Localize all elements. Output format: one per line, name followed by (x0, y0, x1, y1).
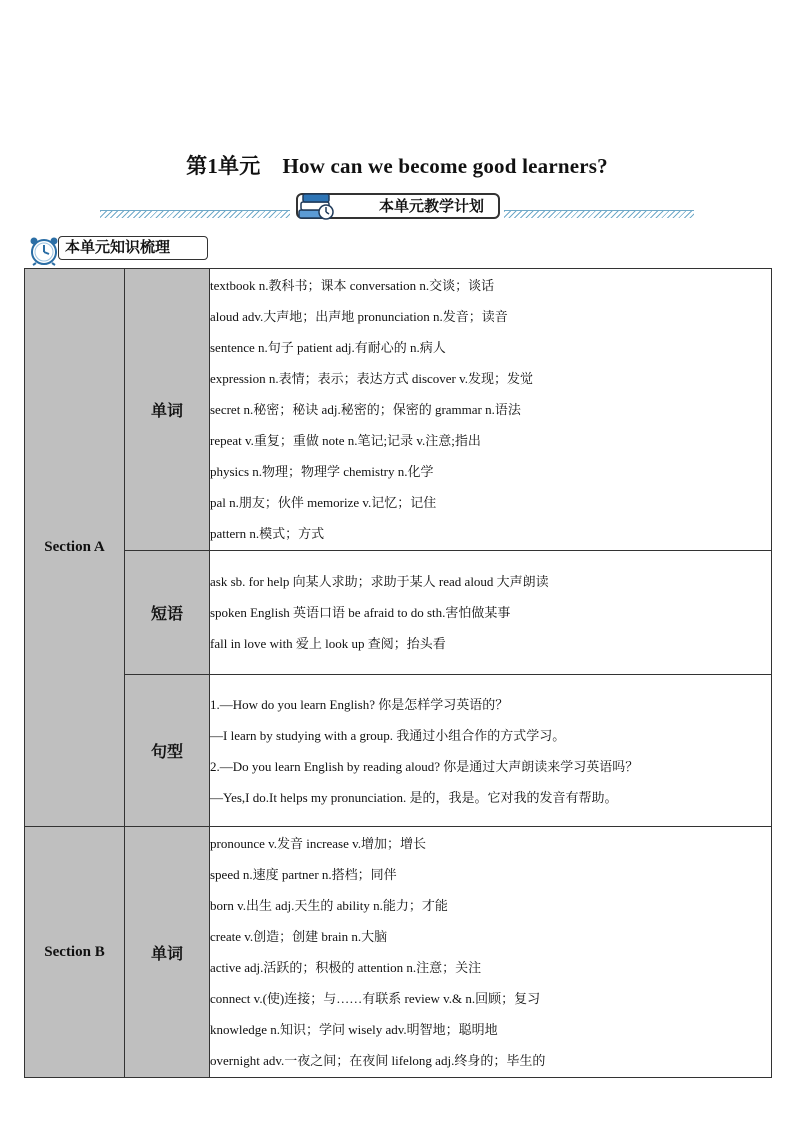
category-phrases-a: 短语 (125, 551, 210, 675)
words-list-a (210, 269, 772, 551)
list-item: spoken English 英语口语 be afraid to do sth.害怕做某事 (210, 605, 511, 620)
category-words-a: 单词 (125, 269, 210, 551)
sentences-list-a (210, 675, 772, 827)
list-item: physics n.物理；物理学 chemistry n.化学 (210, 464, 434, 479)
table-row (25, 675, 772, 827)
list-item: pronounce v.发音 increase v.增加；增长 (210, 836, 427, 851)
list-item: create v.创造；创建 brain n.大脑 (210, 929, 388, 944)
section-a-cell: Section A (25, 269, 125, 827)
list-item: 1.—How do you learn English? 你是怎样学习英语的？ (210, 696, 509, 712)
unit-english-title: How can we become good learners? (282, 154, 608, 178)
phrases-list-a (210, 551, 772, 675)
list-item: born v.出生 adj.天生的 ability n.能力；才能 (210, 898, 448, 913)
list-item: fall in love with 爱上 look up 查阅；抬头看 (210, 636, 446, 651)
list-item: —Yes,I do.It helps my pronunciation. 是的，我是。它对我的发音有帮助。 (210, 789, 618, 805)
list-item: ask sb. for help 向某人求助；求助于某人 read aloud 大声朗读 (210, 574, 549, 589)
banner-divider-right (504, 210, 694, 218)
list-item: expression n.表情；表示；表达方式 discover v.发现；发觉 (210, 371, 534, 386)
list-item: repeat v.重复；重做 note n.笔记;记录 v.注意;指出 (210, 433, 481, 448)
list-item: connect v.(使)连接；与……有联系 review v.& n.回顾；复习 (210, 991, 541, 1006)
list-item: sentence n.句子 patient adj.有耐心的 n.病人 (210, 340, 446, 355)
list-item: —I learn by studying with a group. 我通过小组合作的方式学习。 (210, 727, 566, 743)
list-item: 2.—Do you learn English by reading aloud? 你是通过大声朗读来学习英语吗？ (210, 758, 639, 774)
knowledge-table (24, 268, 772, 1078)
list-item: speed n.速度 partner n.搭档；同伴 (210, 867, 397, 882)
table-row (25, 269, 772, 551)
knowledge-summary-tag (28, 234, 210, 264)
table-row (25, 827, 772, 1078)
table-row (25, 551, 772, 675)
list-item: aloud adv.大声地；出声地 pronunciation n.发音；读音 (210, 309, 508, 324)
list-item: overnight adv.一夜之间；在夜间 lifelong adj.终身的；毕生的 (210, 1053, 546, 1068)
books-icon (296, 190, 336, 222)
unit-number: 第1单元 (186, 154, 261, 178)
section-b-cell: Section B (25, 827, 125, 1078)
page-title (0, 150, 794, 180)
teaching-plan-banner (100, 192, 694, 224)
list-item: textbook n.教科书；课本 conversation n.交谈；谈话 (210, 278, 495, 293)
teaching-plan-label (296, 193, 500, 219)
knowledge-summary-label: 本单元知识梳理 (58, 236, 208, 260)
list-item: pal n.朋友；伙伴 memorize v.记忆；记住 (210, 495, 437, 510)
teaching-plan-text: 本单元教学计划 (378, 197, 484, 215)
banner-divider-left (100, 210, 290, 218)
list-item: secret n.秘密；秘诀 adj.秘密的；保密的 grammar n.语法 (210, 402, 521, 417)
list-item: knowledge n.知识；学问 wisely adv.明智地；聪明地 (210, 1022, 498, 1037)
words-list-b (210, 827, 772, 1078)
category-words-b: 单词 (125, 827, 210, 1078)
category-sentences-a: 句型 (125, 675, 210, 827)
list-item: pattern n.模式；方式 (210, 526, 325, 541)
list-item: active adj.活跃的；积极的 attention n.注意；关注 (210, 960, 482, 975)
